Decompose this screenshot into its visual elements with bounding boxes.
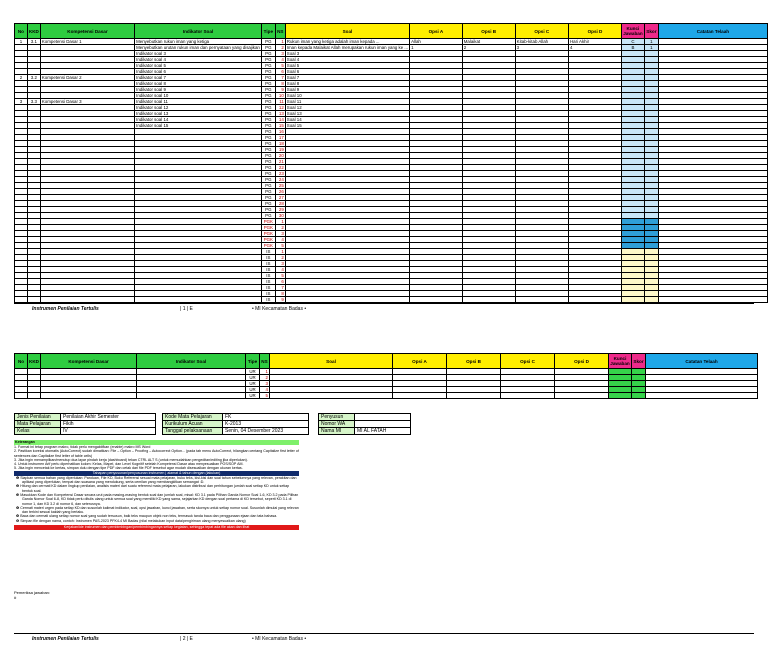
cell-ns: 23 bbox=[275, 171, 285, 177]
footer-school: • MI Kecamatan Badas • bbox=[252, 306, 307, 312]
cell-ns: 19 bbox=[275, 147, 285, 153]
table-header-row bbox=[15, 354, 758, 369]
cell-indikator: Indikator soal 13 bbox=[135, 111, 262, 117]
cell-tipe: PGK bbox=[261, 237, 275, 243]
cell-ns: 24 bbox=[275, 177, 285, 183]
cell-tipe: PG bbox=[261, 195, 275, 201]
cell-ns: 4 bbox=[275, 57, 285, 63]
cell-tipe: IS bbox=[261, 279, 275, 285]
step-item: ❻ Simpan file dengan nama, contoh: Instrumen PAS-2023 PFK4-4 MI Badas (nilai melakukan input data/pengiriman ulang menyesuaikan ulang) bbox=[16, 518, 246, 523]
info-value: IV bbox=[61, 428, 156, 435]
cell-tipe: PGK bbox=[261, 231, 275, 237]
cell-ns: 5 bbox=[275, 273, 285, 279]
cell-kkd: 3.2 bbox=[27, 75, 40, 81]
cell-ns: 3 bbox=[275, 231, 285, 237]
cell-tipe: IS bbox=[261, 273, 275, 279]
cell-kunci: C bbox=[621, 39, 644, 45]
col-header-no: No bbox=[15, 24, 28, 39]
info-box-curriculum bbox=[162, 413, 309, 435]
cell-tipe: PGK bbox=[261, 225, 275, 231]
cell-soal: Soal 14 bbox=[285, 117, 409, 123]
col-header-indikator: Indikator Soal bbox=[135, 24, 262, 39]
examiner-label: Pemeriksa jawaban: bbox=[14, 590, 51, 595]
info-value bbox=[355, 421, 411, 428]
cell-tipe: PG bbox=[261, 93, 275, 99]
cell-skor bbox=[644, 297, 658, 303]
cell-ns: 5 bbox=[260, 393, 270, 399]
col-header-no: No bbox=[15, 354, 28, 369]
cell-tipe: PG bbox=[261, 135, 275, 141]
cell-opsi-b bbox=[462, 297, 515, 303]
cell-ns: 27 bbox=[275, 195, 285, 201]
cell-ns: 29 bbox=[275, 207, 285, 213]
step-item: ❸ Masukkan Kode dan Kompetensi Dasar secara urut pada masing-masing bentuk soal dan jumlah soal, misal: KD 3.1 pada Pilihan Ganda Nomor Soal 1-6, KD 3.2 pada Pilihan Ganda Nomor Soal 6-8, KD tidak perlu ditulis ulang untuk semua soal yang memiliki KD yang sama, sejajarkan KD dengan soal pertama di KD tersebut, seperti KD 3.1 di nomor 1, dan KD 3.2 di nomor 6, dan seterusnya. bbox=[16, 492, 299, 506]
cell-indikator: Indikator soal 10 bbox=[135, 93, 262, 99]
cell-indikator bbox=[135, 297, 262, 303]
cell-indikator: Indikator soal 8 bbox=[135, 81, 262, 87]
cell-indikator bbox=[137, 393, 246, 399]
cell-tipe: PG bbox=[261, 51, 275, 57]
info-value: K-2013 bbox=[223, 421, 309, 428]
col-header-kd: Kompetensi Dasar bbox=[41, 354, 137, 369]
cell-kd: Kompetensi Dasar 3 bbox=[40, 99, 134, 105]
cell-kd: Kompetensi Dasar 1 bbox=[40, 39, 134, 45]
cell-ns: 9 bbox=[275, 87, 285, 93]
step-item: ❶ Siapkan semua bahan yang diperlukan: Panduan, File KD, Buku Referensi sesuai mata pelajaran, buku teks, kisi-kisi dan soal tahun sebelumnya yang relevan, perakitan dan aplikasi yang diperlukan, tempat dan suasana yang mendukung, serta cemilan yang membangkitkan semangat :D. bbox=[16, 475, 297, 485]
cell-tipe: IS bbox=[261, 267, 275, 273]
cell-tipe: PG bbox=[261, 165, 275, 171]
instruction-line: 2. Pastikan koreksi otomatis (AutoCorrect) sudah dimatikan: File – Option – Proofing – Autocorrect Option... (pada tab menu AutoCorrect, hilangkan centang Capitalize first letter of sentences dan Capitalize first letter of table cells) bbox=[14, 449, 299, 458]
cell-opsi-d: Hari Akhir bbox=[569, 39, 622, 45]
info-label: Kurikulum Acuan bbox=[163, 421, 223, 428]
cell-soal: Soal 15 bbox=[285, 123, 409, 129]
cell-ns: 12 bbox=[275, 105, 285, 111]
info-value: FK bbox=[223, 414, 309, 421]
cell-soal: Soal 13 bbox=[285, 111, 409, 117]
cell-indikator: Indikator soal 14 bbox=[135, 117, 262, 123]
cell-ns: 30 bbox=[275, 213, 285, 219]
info-value: Penilaian Akhir Semester bbox=[61, 414, 156, 421]
cell-tipe: PG bbox=[261, 201, 275, 207]
cell-tipe: IS bbox=[261, 249, 275, 255]
cell-tipe: PG bbox=[261, 159, 275, 165]
cell-opsi-a: 1 bbox=[410, 45, 463, 51]
cell-indikator: Indikator soal 11 bbox=[135, 99, 262, 105]
cell-skor: 1 bbox=[644, 45, 658, 51]
cell-soal: Rukun iman yang ketiga adalah iman kepada ... bbox=[285, 39, 409, 45]
cell-soal: Soal 4 bbox=[285, 57, 409, 63]
col-header-tipe: Tipe bbox=[261, 24, 275, 39]
info-label: Nama MI bbox=[319, 428, 355, 435]
cell-tipe: PG bbox=[261, 39, 275, 45]
cell-opsi-a bbox=[410, 297, 463, 303]
col-header-skor: Skor bbox=[632, 354, 646, 369]
cell-kd bbox=[40, 297, 134, 303]
cell-kkd: 3.1 bbox=[27, 39, 40, 45]
cell-opsi-c: Kitab-kitab Allah bbox=[515, 39, 568, 45]
info-label: Jenis Penilaian bbox=[15, 414, 61, 421]
info-value bbox=[355, 414, 411, 421]
cell-ns: 28 bbox=[275, 201, 285, 207]
info-label: Nomor WA bbox=[319, 421, 355, 428]
cell-soal: Soal 8 bbox=[285, 81, 409, 87]
steps-banner: Tahapan penyusunan/penyusunan instrumen | alamat & tahun dengan (lakukan) bbox=[14, 471, 299, 476]
cell-ns: 16 bbox=[275, 129, 285, 135]
col-header-opsi-c: Opsi C bbox=[501, 354, 555, 369]
table-2-body bbox=[15, 369, 758, 399]
examiner-mark: # bbox=[14, 595, 17, 600]
cell-soal: Soal 12 bbox=[285, 105, 409, 111]
cell-tipe: PG bbox=[261, 207, 275, 213]
table-header-row bbox=[15, 24, 768, 39]
cell-no bbox=[15, 393, 28, 399]
cell-no bbox=[15, 297, 28, 303]
col-header-opsi-d: Opsi D bbox=[569, 24, 622, 39]
cell-tipe: PG bbox=[261, 153, 275, 159]
cell-kkd bbox=[28, 393, 41, 399]
step-text: Masukkan Kode dan Kompetensi Dasar secara urut pada masing-masing bentuk soal dan jumlah soal, misal: KD 3.1 pada Pilihan Ganda Nomor Soal 1-6, KD 3.2 pada Pilihan Ganda Nomor Soal 6-8, KD tidak perlu ditulis ulang untuk semua soal yang memiliki KD yang sama, sejajarkan KD dengan soal pertama di KD tersebut, seperti KD 3.1 di nomor 1, dan KD 3.2 di nomor 6, dan seterusnya. bbox=[20, 492, 299, 506]
info-value: Fikih bbox=[61, 421, 156, 428]
cell-catatan bbox=[646, 393, 758, 399]
cell-opsi-d: 4 bbox=[569, 45, 622, 51]
cell-tipe: PGK bbox=[261, 219, 275, 225]
col-header-soal: Soal bbox=[270, 354, 393, 369]
cell-tipe: PG bbox=[261, 171, 275, 177]
cell-soal bbox=[270, 393, 393, 399]
instruction-line: 1. Format ini tetap program makro, tidak perlu mengaktifkan (enable) makro MS Word bbox=[14, 445, 151, 449]
step-item: ❷ Hitung dan cermati KD dalam lingkup penilaian, analisis materi dari suatu referensi mata pelajaran, lakukan distribusi dan perhitungan jumlah soal setiap KD untuk setiap bentuk soal. bbox=[16, 484, 290, 493]
cell-kunci bbox=[621, 297, 644, 303]
cell-ns: 6 bbox=[275, 279, 285, 285]
info-box-author bbox=[318, 413, 411, 435]
col-header-indikator: Indikator Soal bbox=[137, 354, 246, 369]
cell-tipe: PG bbox=[261, 189, 275, 195]
cell-tipe: UR bbox=[246, 387, 260, 393]
cell-ns: 2 bbox=[275, 45, 285, 51]
cell-ns: 11 bbox=[275, 99, 285, 105]
col-header-ns: NS bbox=[275, 24, 285, 39]
cell-indikator: Indikator soal 6 bbox=[135, 69, 262, 75]
cell-indikator: Indikator soal 12 bbox=[135, 105, 262, 111]
cell-opsi-c bbox=[515, 297, 568, 303]
col-header-kkd: KKD bbox=[27, 24, 40, 39]
page-footer-2 bbox=[14, 633, 754, 642]
warning-banner: Kerjakan/ide instrumen dan pembimbingan/pembimbingannya setiap kegiatan, sehingga tepat ada file akan dan lihat bbox=[14, 525, 299, 530]
cell-kkd: 3.3 bbox=[27, 99, 40, 105]
cell-kunci bbox=[609, 393, 632, 399]
table-1-body bbox=[15, 39, 768, 303]
cell-indikator: Menyebutkan rukun iman yang ketiga bbox=[135, 39, 262, 45]
col-header-soal: Soal bbox=[285, 24, 409, 39]
cell-tipe: PG bbox=[261, 129, 275, 135]
cell-ns: 3 bbox=[275, 51, 285, 57]
cell-opsi-b: Malaikat bbox=[462, 39, 515, 45]
col-header-skor: Skor bbox=[644, 24, 658, 39]
cell-no: 1 bbox=[15, 39, 28, 45]
cell-opsi-a bbox=[393, 393, 447, 399]
cell-tipe: IS bbox=[261, 261, 275, 267]
instructions-panel bbox=[14, 440, 299, 530]
cell-tipe: IS bbox=[261, 297, 275, 303]
cell-ns: 1 bbox=[260, 369, 270, 375]
cell-kkd bbox=[27, 297, 40, 303]
col-header-ns: NS bbox=[260, 354, 270, 369]
info-value: Senin, 04 Desember 2023 bbox=[223, 428, 309, 435]
cell-ns: 17 bbox=[275, 135, 285, 141]
step-text: Hitung dan cermati KD dalam lingkup penilaian, analisis materi dari suatu referensi mata pelajaran, lakukan distribusi dan perhitungan jumlah soal setiap KD untuk setiap bentuk soal. bbox=[20, 484, 290, 493]
info-label: Kode Mata Pelajaran bbox=[163, 414, 223, 421]
cell-ns: 13 bbox=[275, 111, 285, 117]
cell-tipe: PG bbox=[261, 63, 275, 69]
cell-opsi-c bbox=[501, 393, 555, 399]
cell-tipe: PG bbox=[261, 81, 275, 87]
cell-ns: 5 bbox=[275, 63, 285, 69]
cell-soal: Soal 3 bbox=[285, 51, 409, 57]
cell-tipe: PG bbox=[261, 57, 275, 63]
cell-ns: 3 bbox=[260, 381, 270, 387]
col-header-opsi-a: Opsi A bbox=[410, 24, 463, 39]
instrument-table-2 bbox=[14, 353, 758, 399]
cell-soal: Soal 9 bbox=[285, 87, 409, 93]
cell-tipe: IS bbox=[261, 291, 275, 297]
cell-ns: 5 bbox=[275, 243, 285, 249]
cell-ns: 2 bbox=[275, 255, 285, 261]
instruction-line: 3. Jika ingin menampilkan/menutup dua layar pindah kerja (dashboard) tekan CTRL ALT S (untuk memudahkan pengeditan/editing jika diperlukan). bbox=[14, 457, 248, 462]
col-header-opsi-b: Opsi B bbox=[462, 24, 515, 39]
cell-ns: 2 bbox=[260, 375, 270, 381]
cell-soal: Soal 6 bbox=[285, 69, 409, 75]
cell-ns: 1 bbox=[275, 39, 285, 45]
cell-ns: 20 bbox=[275, 153, 285, 159]
cell-soal bbox=[285, 297, 409, 303]
cell-ns: 1 bbox=[275, 219, 285, 225]
col-header-opsi-b: Opsi B bbox=[447, 354, 501, 369]
cell-tipe: IS bbox=[261, 285, 275, 291]
cell-ns: 7 bbox=[275, 75, 285, 81]
cell-tipe: PG bbox=[261, 177, 275, 183]
col-header-catatan: Catatan Telaah bbox=[646, 354, 758, 369]
cell-opsi-d bbox=[555, 393, 609, 399]
page-footer-1 bbox=[14, 303, 754, 312]
cell-no: 3 bbox=[15, 99, 28, 105]
cell-indikator: Menyebutkan urutan rukun iman dan pernyataan yang disajikan bbox=[136, 45, 260, 50]
col-header-kunci: Kunci Jawaban bbox=[609, 354, 632, 369]
footer-page-number: | 1 | E bbox=[180, 306, 193, 312]
cell-tipe: PG bbox=[261, 75, 275, 81]
cell-kd bbox=[41, 393, 137, 399]
step-text: Cermati materi urgen pada setiap KD dan susunlah kalimat indikator, soal, opsi jawaban, kunci jawaban, serta skornya untuk setiap nomor soal. Susunlah dimulai yang relevan dan terkini sesuai kaidah yang berlaku. bbox=[20, 505, 299, 515]
instructions-title: Keterangan bbox=[14, 440, 299, 445]
cell-indikator: Indikator soal 7 bbox=[135, 75, 262, 81]
step-text: Baca dan cermati ulang setiap nomor soal yang sudah tersusun, baik teks maupun objek non teks, termasuk tanda baca dan penggunaan ejaan dan tata bahasa. bbox=[20, 514, 278, 519]
cell-tipe: UR bbox=[246, 393, 260, 399]
info-label: Tanggal pelaksanaan bbox=[163, 428, 223, 435]
cell-soal: Soal 10 bbox=[285, 93, 409, 99]
info-box-assessment bbox=[14, 413, 156, 435]
step-text: Siapkan semua bahan yang diperlukan: Panduan, File KD, Buku Referensi sesuai mata pelajaran, buku teks, kisi-kisi dan soal tahun sebelumnya yang relevan, perakitan dan aplikasi yang diperlukan, tempat dan suasana yang mendukung, serta cemilan yang membangkitkan semangat :D. bbox=[20, 475, 297, 485]
cell-opsi-b: 2 bbox=[462, 45, 515, 51]
cell-ns: 18 bbox=[275, 141, 285, 147]
cell-ns: 8 bbox=[275, 81, 285, 87]
info-label: Mata Pelajaran bbox=[15, 421, 61, 428]
cell-catatan bbox=[658, 297, 767, 303]
cell-tipe: PG bbox=[261, 141, 275, 147]
cell-tipe: PG bbox=[261, 111, 275, 117]
cell-opsi-c: 3 bbox=[515, 45, 568, 51]
cell-ns: 21 bbox=[275, 159, 285, 165]
cell-tipe: IS bbox=[261, 255, 275, 261]
cell-tipe: PG bbox=[261, 213, 275, 219]
cell-tipe: PG bbox=[261, 123, 275, 129]
cell-soal: Soal 5 bbox=[285, 63, 409, 69]
cell-indikator: Indikator soal 15 bbox=[135, 123, 262, 129]
cell-ns: 2 bbox=[275, 225, 285, 231]
step-item: ❺ Baca dan cermati ulang setiap nomor soal yang sudah tersusun, baik teks maupun objek non teks, termasuk tanda baca dan penggunaan ejaan dan tata bahasa. bbox=[16, 514, 278, 519]
cell-indikator: Indikator soal 3 bbox=[135, 51, 262, 57]
step-item: ❹ Cermati materi urgen pada setiap KD dan susunlah kalimat indikator, soal, opsi jawaban, kunci jawaban, serta skornya untuk setiap nomor soal. Susunlah dimulai yang relevan dan terkini sesuai kaidah yang berlaku. bbox=[16, 505, 299, 515]
cell-tipe: UR bbox=[246, 369, 260, 375]
cell-ns: 6 bbox=[275, 69, 285, 75]
cell-opsi-a: Allah bbox=[410, 39, 463, 45]
col-header-kd: Kompetensi Dasar bbox=[40, 24, 134, 39]
cell-ns: 25 bbox=[275, 183, 285, 189]
cell-tipe: PG bbox=[261, 45, 275, 51]
info-label: Penyusun bbox=[319, 414, 355, 421]
cell-indikator: Indikator soal 9 bbox=[135, 87, 262, 93]
col-header-kkd: KKD bbox=[28, 354, 41, 369]
cell-kd: Kompetensi Dasar 2 bbox=[40, 75, 134, 81]
cell-tipe: PG bbox=[261, 69, 275, 75]
cell-skor bbox=[632, 393, 646, 399]
cell-opsi-d bbox=[569, 297, 622, 303]
footer-page-number: | 2 | E bbox=[180, 636, 193, 642]
footer-title: Instrumen Penilaian Tertulis bbox=[32, 306, 99, 312]
col-header-opsi-a: Opsi A bbox=[393, 354, 447, 369]
col-header-catatan: Catatan Telaah bbox=[658, 24, 767, 39]
cell-ns: 8 bbox=[275, 291, 285, 297]
cell-ns: 1 bbox=[275, 249, 285, 255]
col-header-kunci: Kunci Jawaban bbox=[621, 24, 644, 39]
cell-tipe: PG bbox=[261, 105, 275, 111]
cell-soal: Soal 7 bbox=[285, 75, 409, 81]
cell-soal: Soal 11 bbox=[285, 99, 409, 105]
cell-ns: 4 bbox=[260, 387, 270, 393]
table-row bbox=[15, 393, 758, 399]
cell-ns: 3 bbox=[275, 261, 285, 267]
cell-tipe: PGK bbox=[261, 243, 275, 249]
cell-ns: 7 bbox=[275, 285, 285, 291]
cell-ns: 10 bbox=[275, 93, 285, 99]
col-header-opsi-c: Opsi C bbox=[515, 24, 568, 39]
cell-ns: 26 bbox=[275, 189, 285, 195]
footer-title: Instrumen Penilaian Tertulis bbox=[32, 636, 99, 642]
cell-ns: 14 bbox=[275, 117, 285, 123]
info-label: Kelas bbox=[15, 428, 61, 435]
examiner-note bbox=[14, 590, 50, 600]
cell-tipe: PG bbox=[261, 99, 275, 105]
cell-tipe: PG bbox=[261, 147, 275, 153]
instrument-table-1 bbox=[14, 23, 768, 303]
info-value: MI AL FATAH bbox=[355, 428, 411, 435]
cell-ns: 15 bbox=[275, 123, 285, 129]
instruction-line: 5. Jika ingin mencetak ke kertas, simpan dulu dengan tipe PDF dan cetak dari file PDF tersebut agar mudah disesuaikan dengan ukuran kertas. bbox=[14, 466, 243, 471]
cell-ns: 9 bbox=[275, 297, 285, 303]
instruction-line: 4. Untuk instrumen Arif perlu diperhatikan kolom: Kelas, Mapel, dan Level Kognitif setelah Kompetensi Dasar atau menyesuaikan POS/SOP AM. bbox=[14, 462, 244, 467]
cell-skor: 1 bbox=[644, 39, 658, 45]
footer-school: • MI Kecamatan Badas • bbox=[252, 636, 307, 642]
cell-soal: Iman kepada Malaikat Allah merupakan rukun iman yang ke ... bbox=[286, 45, 409, 50]
cell-ns: 4 bbox=[275, 267, 285, 273]
cell-ns: 22 bbox=[275, 165, 285, 171]
cell-tipe: UR bbox=[246, 381, 260, 387]
cell-indikator: Indikator soal 5 bbox=[135, 63, 262, 69]
col-header-tipe: Tipe bbox=[246, 354, 260, 369]
table-row bbox=[15, 297, 768, 303]
col-header-opsi-d: Opsi D bbox=[555, 354, 609, 369]
cell-tipe: PG bbox=[261, 183, 275, 189]
step-text: Simpan file dengan nama, contoh: Instrumen PAS-2023 PFK4-4 MI Badas (nilai melakukan input data/pengiriman ulang menyesuaikan ulang) bbox=[20, 518, 246, 523]
cell-tipe: UR bbox=[246, 375, 260, 381]
cell-no: 2 bbox=[15, 75, 28, 81]
cell-opsi-b bbox=[447, 393, 501, 399]
cell-tipe: PG bbox=[261, 117, 275, 123]
cell-kunci: B bbox=[621, 45, 644, 51]
cell-indikator: Indikator soal 4 bbox=[135, 57, 262, 63]
cell-ns: 4 bbox=[275, 237, 285, 243]
cell-tipe: PG bbox=[261, 87, 275, 93]
